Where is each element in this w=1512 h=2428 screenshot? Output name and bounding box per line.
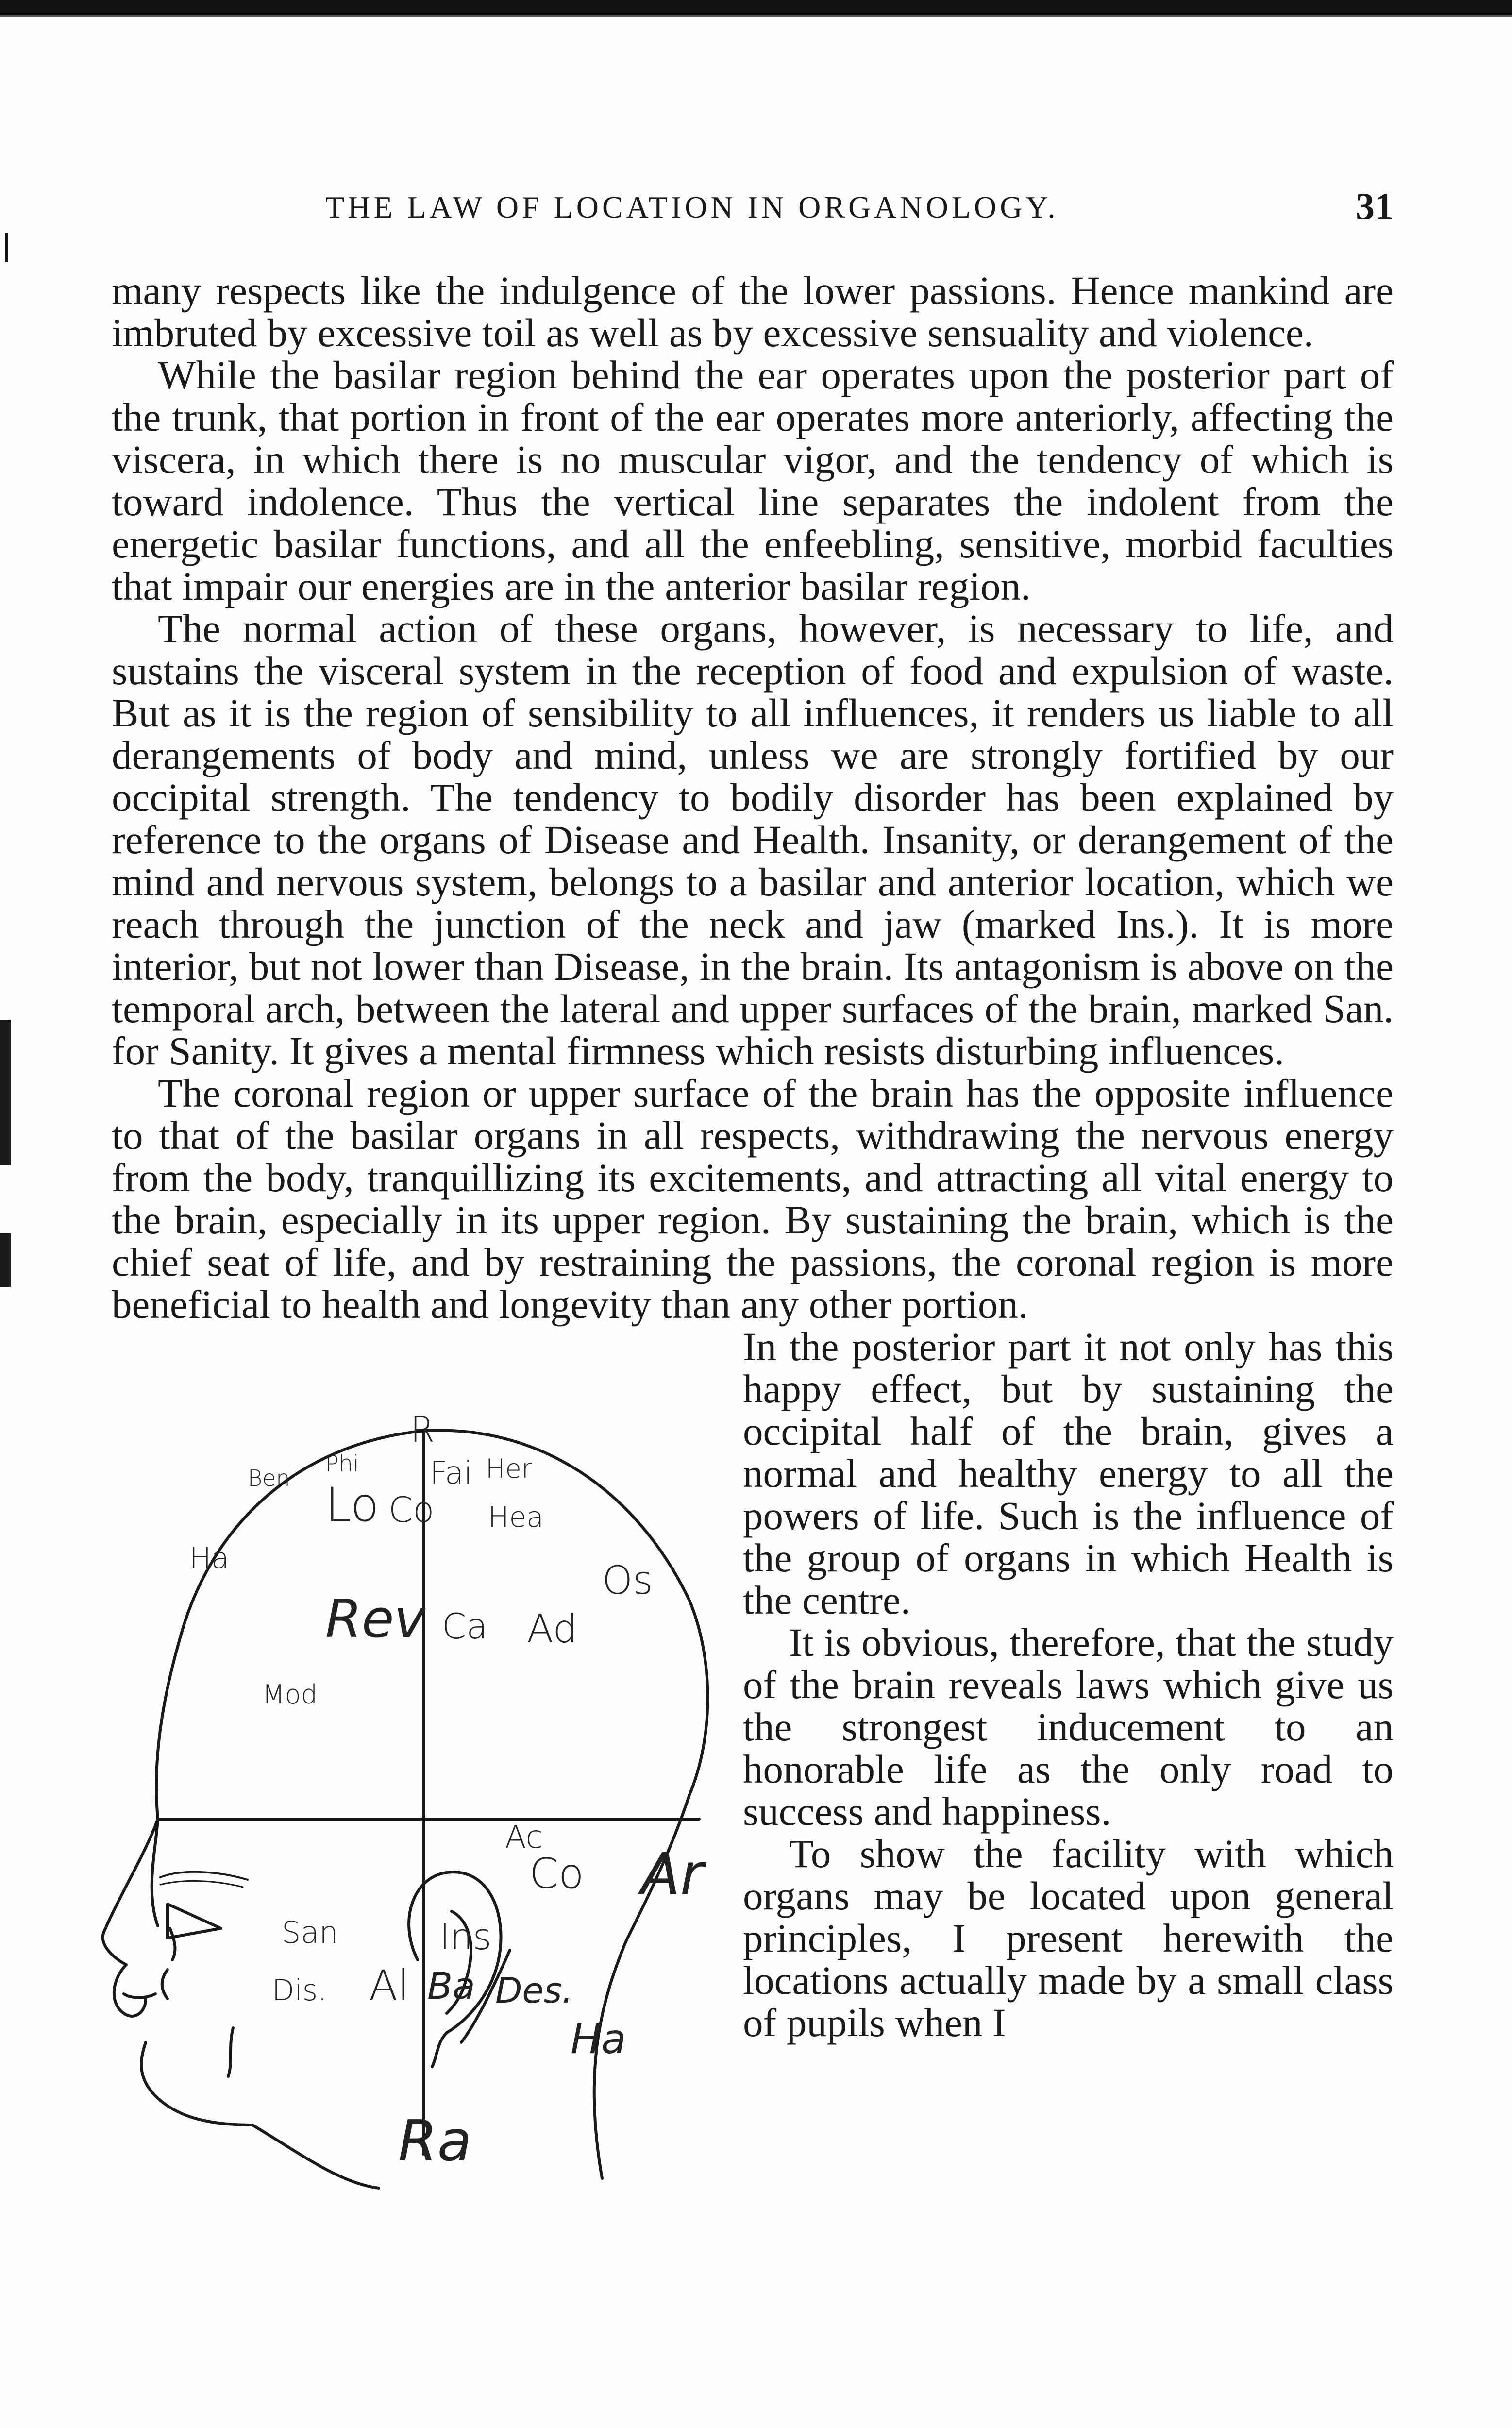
label-ra: Ra — [398, 2108, 472, 2174]
page-top-border — [0, 0, 1512, 15]
label-fai: Fai — [430, 1455, 472, 1491]
label-dis: Dis. — [272, 1973, 327, 2007]
paragraph: The coronal region or upper surface of the brain has the opposite influence to that of the basilar organs in all respects, withdrawing the nervous energy from the body, tranquillizing its excitements, and attracting all vital energy to the brain, especially in its upper region. By sustaining the brain, which is the chief seat of life, and by restraining the passions, the coronal region is more beneficial to health and longevity than any other portion. — [112, 1071, 1394, 1327]
label-mod: Mod — [262, 1679, 318, 1710]
label-ac: Ac — [505, 1820, 543, 1855]
label-co: Co — [529, 1850, 584, 1898]
paragraph: many respects like the indulgence of the lower passions. Hence mankind are imbruted by excessive toil as well as by excessive sensuality and violence. — [112, 268, 1394, 355]
margin-mark — [0, 1020, 11, 1165]
label-ins: Ins — [439, 1916, 492, 1958]
label-ba: Ba — [427, 1964, 475, 2007]
body-text — [112, 270, 1394, 2193]
label-lo: Lo — [325, 1478, 379, 1532]
paragraph: To show the facility with which organs may be located upon general principles, I present herewith the locations actually made by a small class of pupils when I — [743, 1831, 1394, 2045]
label-ar: Ar — [641, 1840, 704, 1907]
label-co-top: Co — [388, 1489, 435, 1530]
label-rev: Rev — [325, 1589, 425, 1650]
paragraph: While the basilar region behind the ear operates upon the posterior part of the trunk, that portion in front of the ear operates more anteriorly, affecting the viscera, in which there is no muscular vigor, and the tendency of which is toward indolence. Thus the vertical line separates the indolent from the energetic basilar functions, and all the enfeebling, sensitive, morbid faculties that impair our energies are in the anterior basilar region. — [112, 353, 1394, 608]
label-san: San — [282, 1915, 338, 1950]
label-ha-left: Ha — [189, 1541, 229, 1575]
label-phi: Phi — [325, 1450, 359, 1477]
paragraph: In the posterior part it not only has this happy effect, but by sustaining the occipital half of the brain, gives a normal and healthy energy to all the powers of life. Such is the influence of the group of organs in which Health is the centre. — [743, 1324, 1394, 1622]
margin-mark — [5, 233, 8, 262]
head-outline-drawing — [0, 1329, 723, 2193]
label-her: Her — [486, 1453, 533, 1484]
running-head — [112, 185, 1394, 238]
label-al: Al — [369, 1961, 409, 2010]
label-ha: Ha — [571, 2015, 626, 2063]
label-os: Os — [602, 1558, 653, 1603]
page-number: 31 — [1356, 185, 1394, 227]
label-ben: Ben — [248, 1465, 290, 1491]
paragraph: It is obvious, therefore, that the study of the brain reveals laws which give us the strongest inducement to an honorable life as the only road to success and happiness. — [743, 1620, 1394, 1834]
phrenology-head-figure — [0, 1329, 723, 2193]
page-top-border-shadow — [0, 15, 1512, 17]
label-hea: Hea — [488, 1501, 544, 1534]
label-des: Des. — [495, 1970, 573, 2011]
label-ca: Ca — [442, 1606, 488, 1647]
paragraph: The normal action of these organs, however, is necessary to life, and sustains the visceral system in the reception of food and expulsion of waste. But as it is the region of sensibility to all influences, it renders us liable to all derangements of body and mind, unless we are strongly fortified by our occipital strength. The tendency to bodily disorder has been explained by reference to the organs of Disease and Health. Insanity, or derangement of the mind and nervous system, belongs to a basilar and anterior location, which we reach through the junction of the neck and jaw (marked Ins.). It is more interior, but not lower than Disease, in the brain. Its antagonism is above on the temporal arch, between the lateral and upper surfaces of the brain, marked San. for Sanity. It gives a mental firmness which resists disturbing influences. — [112, 606, 1394, 1073]
margin-mark — [0, 1233, 11, 1287]
label-ad: Ad — [527, 1606, 578, 1652]
label-r: R — [410, 1409, 435, 1450]
running-title: THE LAW OF LOCATION IN ORGANOLOGY. — [325, 190, 1059, 224]
